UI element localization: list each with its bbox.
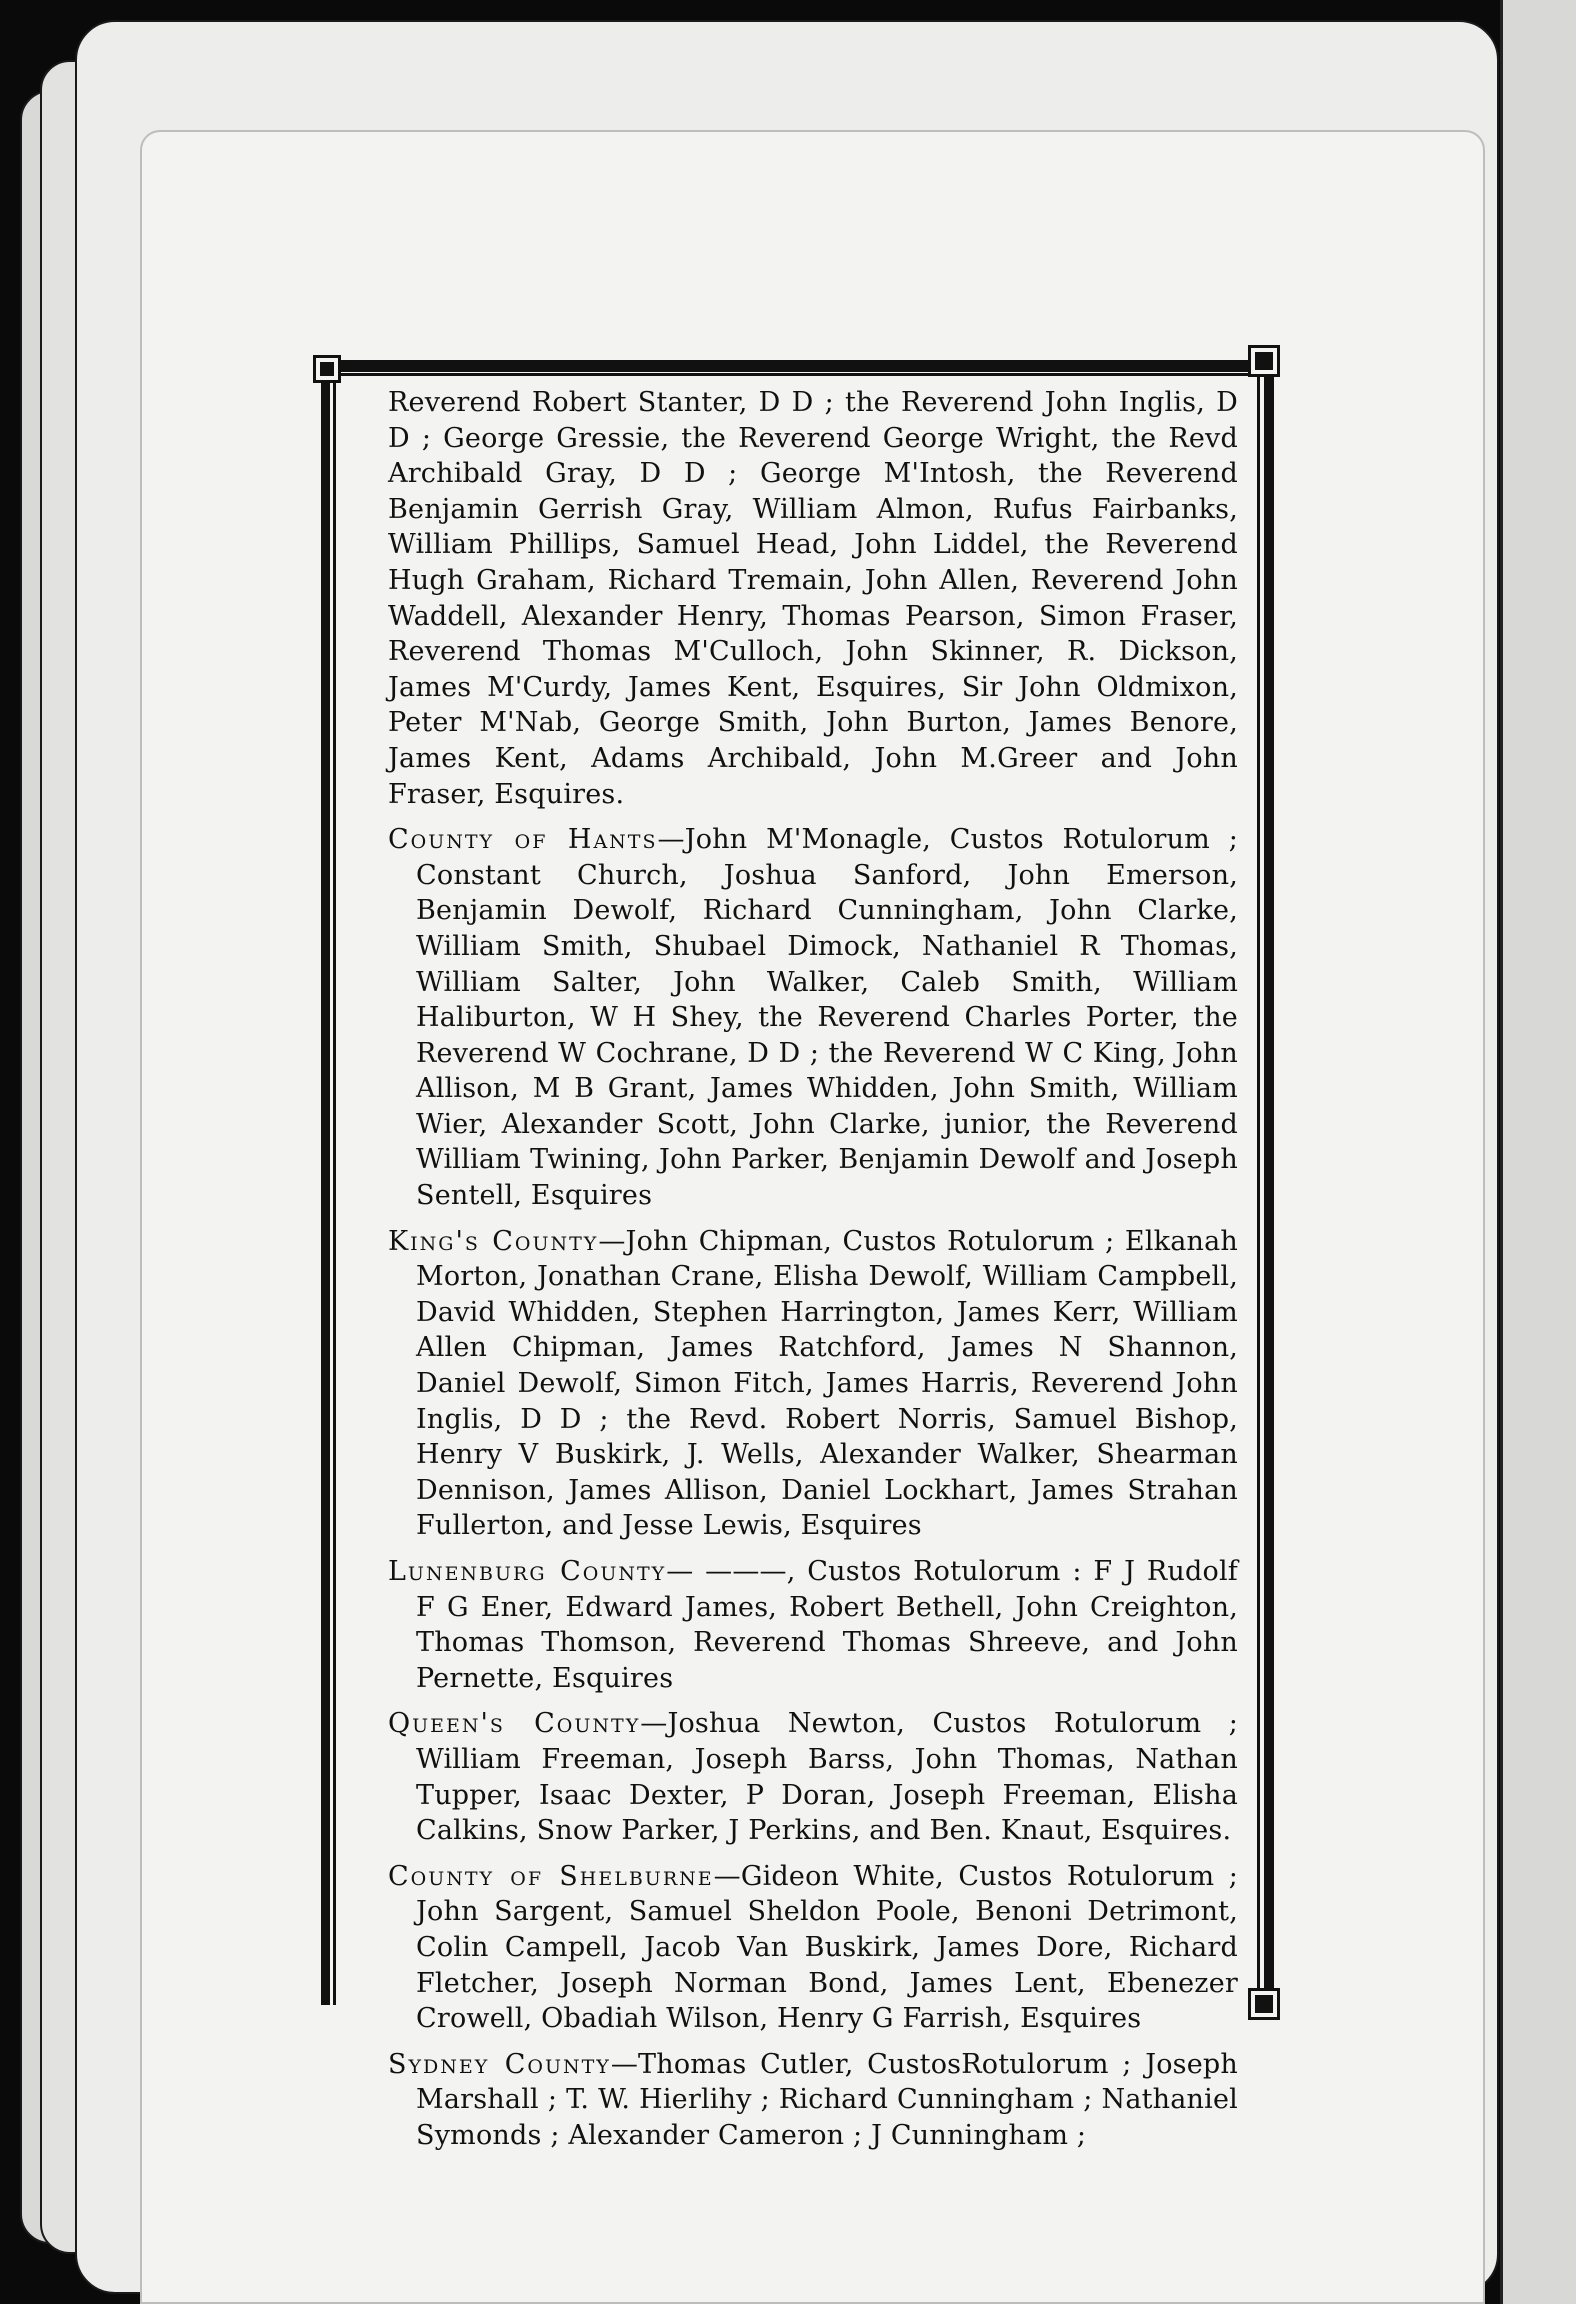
- left-rule: [321, 375, 330, 2005]
- county-entry: [388, 1554, 1238, 1696]
- right-rule: [1264, 345, 1274, 2020]
- top-rule: [313, 360, 1280, 372]
- county-text: — ———, Custos Rotulorum : F J Rudolf F G Ener, Edward James, Robert Bethell, John Creighton, Thomas Thomson, Reverend Thomas Shreeve, and John Pernette, Esquires: [416, 1556, 1238, 1694]
- county-heading: Sydney County: [388, 2048, 611, 2080]
- county-text: —John M'Monagle, Custos Rotulorum ; Constant Church, Joshua Sanford, John Emerson, Benjamin Dewolf, Richard Cunningham, John Clarke, William Smith, Shubael Dimock, Nathaniel R Thomas, William Salter, John Walker, Caleb Smith, William Haliburton, W H Shey, the Reverend Charles Porter, the Reverend W Cochrane, D D ; the Reverend W C King, John Allison, M B Grant, James Whidden, John Smith, William Wier, Alexander Scott, John Clarke, junior, the Reverend William Twining, John Parker, Benjamin Dewolf and Joseph Sentell, Esquires: [416, 824, 1238, 1212]
- county-text: —Gideon White, Custos Rotulorum ; John Sargent, Samuel Sheldon Poole, Benoni Detrimont, Colin Campell, Jacob Van Buskirk, James Dore, Richard Fletcher, Joseph Norman Bond, James Lent, Ebenezer Crowell, Obadiah Wilson, Henry G Farrish, Esquires: [416, 1860, 1238, 2035]
- county-heading: County of Shelburne: [388, 1860, 714, 1892]
- continuation-paragraph: Reverend Robert Stanter, D D ; the Reverend John Inglis, D D ; George Gressie, the Reverend George Wright, the Revd Archibald Gray, D D ; George M'Intosh, the Reverend Benjamin Gerrish Gray, William Almon, Rufus Fairbanks, William Phillips, Samuel Head, John Liddel, the Reverend Hugh Graham, Richard Tremain, John Allen, Reverend John Waddell, Alexander Henry, Thomas Pearson, Simon Fraser, Reverend Thomas M'Culloch, John Skinner, R. Dickson, James M'Curdy, James Kent, Esquires, Sir John Oldmixon, Peter M'Nab, George Smith, John Burton, James Benore, James Kent, Adams Archibald, John M.Greer and John Fraser, Esquires.: [388, 387, 1238, 810]
- document-body: [388, 385, 1238, 2154]
- printed-border-frame: [313, 345, 1280, 2151]
- county-heading: Lunenburg County: [388, 1556, 667, 1587]
- right-rule: [1257, 375, 1260, 2015]
- corner-ornament: [313, 355, 341, 383]
- top-rule: [323, 373, 1273, 376]
- county-heading: Queen's County: [388, 1708, 641, 1740]
- county-heading: King's County: [388, 1225, 599, 1257]
- county-entry: [388, 1706, 1238, 1848]
- corner-ornament: [1248, 1988, 1280, 2020]
- county-entry: [388, 1859, 1238, 2037]
- corner-ornament: [1248, 345, 1280, 377]
- county-entry: [388, 2047, 1238, 2154]
- left-rule: [333, 375, 336, 2005]
- county-heading: County of Hants: [388, 824, 658, 856]
- county-text: —Joshua Newton, Custos Rotulorum ; William Freeman, Joseph Barss, John Thomas, Nathan Tupper, Isaac Dexter, P Doran, Joseph Freeman, Elisha Calkins, Snow Parker, J Perkins, and Ben. Knaut, Esquires.: [416, 1708, 1239, 1847]
- county-text: —John Chipman, Custos Rotulorum ; Elkanah Morton, Jonathan Crane, Elisha Dewolf, William Campbell, David Whidden, Stephen Harrington, James Kerr, William Allen Chipman, James Ratchford, James N Shannon, Daniel Dewolf, Simon Fitch, James Harris, Reverend John Inglis, D D ; the Revd. Robert Norris, Samuel Bishop, Henry V Buskirk, J. Wells, Alexander Walker, Shearman Dennison, James Allison, Daniel Lockhart, James Strahan Fullerton, and Jesse Lewis, Esquires: [416, 1225, 1238, 1542]
- county-text: —Thomas Cutler, CustosRotulorum ; Joseph Marshall ; T. W. Hierlihy ; Richard Cunningham ; Nathaniel Symonds ; Alexander Cameron ; J Cunningham ;: [416, 2048, 1238, 2151]
- county-entry: [388, 1224, 1238, 1544]
- facing-page-edge: [1500, 0, 1576, 2304]
- county-entry: [388, 822, 1238, 1214]
